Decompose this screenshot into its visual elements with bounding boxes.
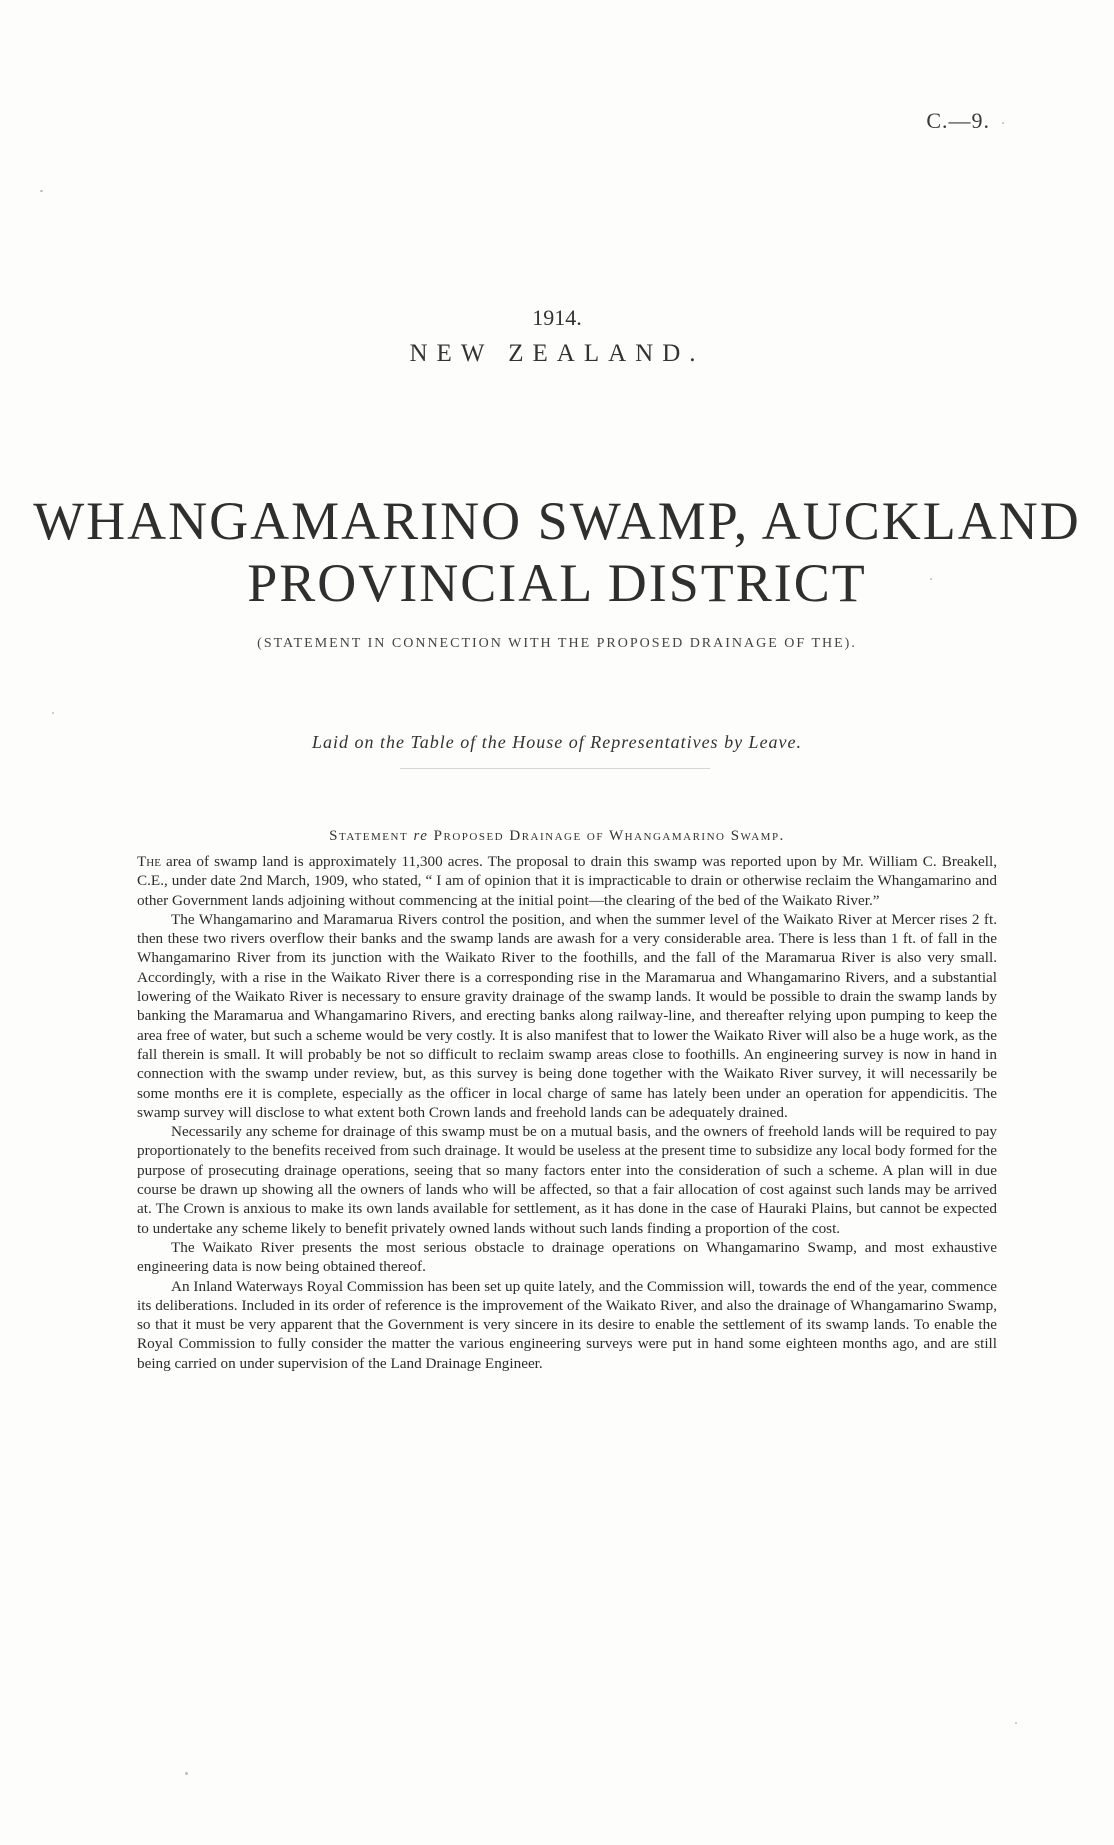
document-subtitle: (STATEMENT IN CONNECTION WITH THE PROPOSED DRAINAGE OF THE). bbox=[257, 636, 857, 651]
document-country: NEW ZEALAND. bbox=[409, 340, 705, 367]
scan-speck bbox=[930, 578, 932, 580]
scan-speck bbox=[52, 712, 54, 714]
divider-rule bbox=[400, 768, 710, 769]
document-title bbox=[0, 490, 1114, 614]
paragraph-3: Necessarily any scheme for drainage of this swamp must be on a mutual basis, and the owners of freehold lands will be required to pay proportionately to the benefits received from such drainage. It would be useless at the present time to subsidize any local body formed for the purpose of prosecuting drainage operations, seeing that so many factors enter into the consideration of such a scheme. A plan will in due course be drawn up showing all the owners of lands who will be affected, so that a fair allocation of cost against such lands may be arrived at. The Crown is anxious to make its own lands available for settlement, as it has done in the case of Hauraki Plains, but cannot be expected to undertake any scheme likely to benefit privately owned lands without such lands finding a proportion of the cost. bbox=[137, 1123, 997, 1237]
scan-speck bbox=[1015, 1722, 1017, 1724]
paragraph-5: An Inland Waterways Royal Commission has been set up quite lately, and the Commission will, towards the end of the year, commence its deliberations. Included in its order of reference is the improvement of the Waikato River, and also the drainage of Whangamarino Swamp, so that it must be very apparent that the Government is very sincere in its desire to enable the settlement of its swamp lands. To enable the Royal Commission to fully consider the matter the various engineering surveys were put in hand some eighteen months ago, and are still being carried on under supervision of the Land Drainage Engineer. bbox=[137, 1277, 997, 1372]
document-reference: C.—9. bbox=[926, 108, 990, 133]
scan-speck bbox=[40, 190, 43, 192]
laid-before-line: Laid on the Table of the House of Representatives by Leave. bbox=[311, 732, 803, 752]
statement-heading-part2: Proposed Drainage of Whangamarino Swamp. bbox=[433, 828, 785, 844]
statement-heading-re: re bbox=[413, 828, 429, 844]
statement-body bbox=[137, 852, 997, 1373]
paragraph-1 bbox=[137, 852, 997, 910]
statement-heading bbox=[0, 828, 1114, 845]
scan-speck bbox=[1002, 122, 1004, 124]
paragraph-2: The Whangamarino and Maramarua Rivers control the position, and when the summer level of the Waikato River at Mercer rises 2 ft. then these two rivers overflow their banks and the swamp lands are awash for a very considerable area. There is less than 1 ft. of fall in the Whangamarino River from its junction with the Waikato River to the foothills, and the fall of the Maramarua River is also very small. Accordingly, with a rise in the Waikato River there is a corresponding rise in the Maramarua and Whangamarino Rivers, and a substantial lowering of the Waikato River is necessary to ensure gravity drainage of the swamp lands. It would be possible to drain the swamp lands by banking the Maramarua and Whangamarino Rivers, and erecting banks along railway-line, and thereafter relying upon pumping to keep the area free of water, but such a scheme would be very costly. It is also manifest that to lower the Waikato River will also be a huge work, as the fall therein is small. It will probably be not so difficult to reclaim swamp areas close to foothills. An engineering survey is now in hand in connection with the swamp under review, but, as this survey is being done together with the Waikato River survey, it will necessarily be some months ere it is complete, especially as the officer in local charge of same has lately been under an operation for appendicitis. The swamp survey will disclose to what extent both Crown lands and freehold lands can be adequately drained. bbox=[137, 910, 997, 1121]
paragraph-1-lead: The bbox=[137, 853, 161, 870]
paragraph-1-text: area of swamp land is approximately 11,300 acres. The proposal to drain this swamp was reported upon by Mr. William C. Breakell, C.E., under date 2nd March, 1909, who stated, “ I am of opinion that it is impracticable to drain or otherwise reclaim the Whangamarino and other Government lands adjoining without commencing at the initial point—the clearing of the bed of the Waikato River.” bbox=[137, 853, 997, 909]
scan-speck bbox=[185, 1772, 188, 1775]
document-year: 1914. bbox=[532, 305, 582, 330]
title-line-2: PROVINCIAL DISTRICT bbox=[247, 553, 867, 613]
paragraph-4: The Waikato River presents the most serious obstacle to drainage operations on Whangamarino Swamp, and most exhaustive engineering data is now being obtained thereof. bbox=[137, 1238, 997, 1276]
statement-heading-part1: Statement bbox=[329, 828, 409, 844]
title-line-1: WHANGAMARINO SWAMP, AUCKLAND bbox=[33, 491, 1081, 551]
